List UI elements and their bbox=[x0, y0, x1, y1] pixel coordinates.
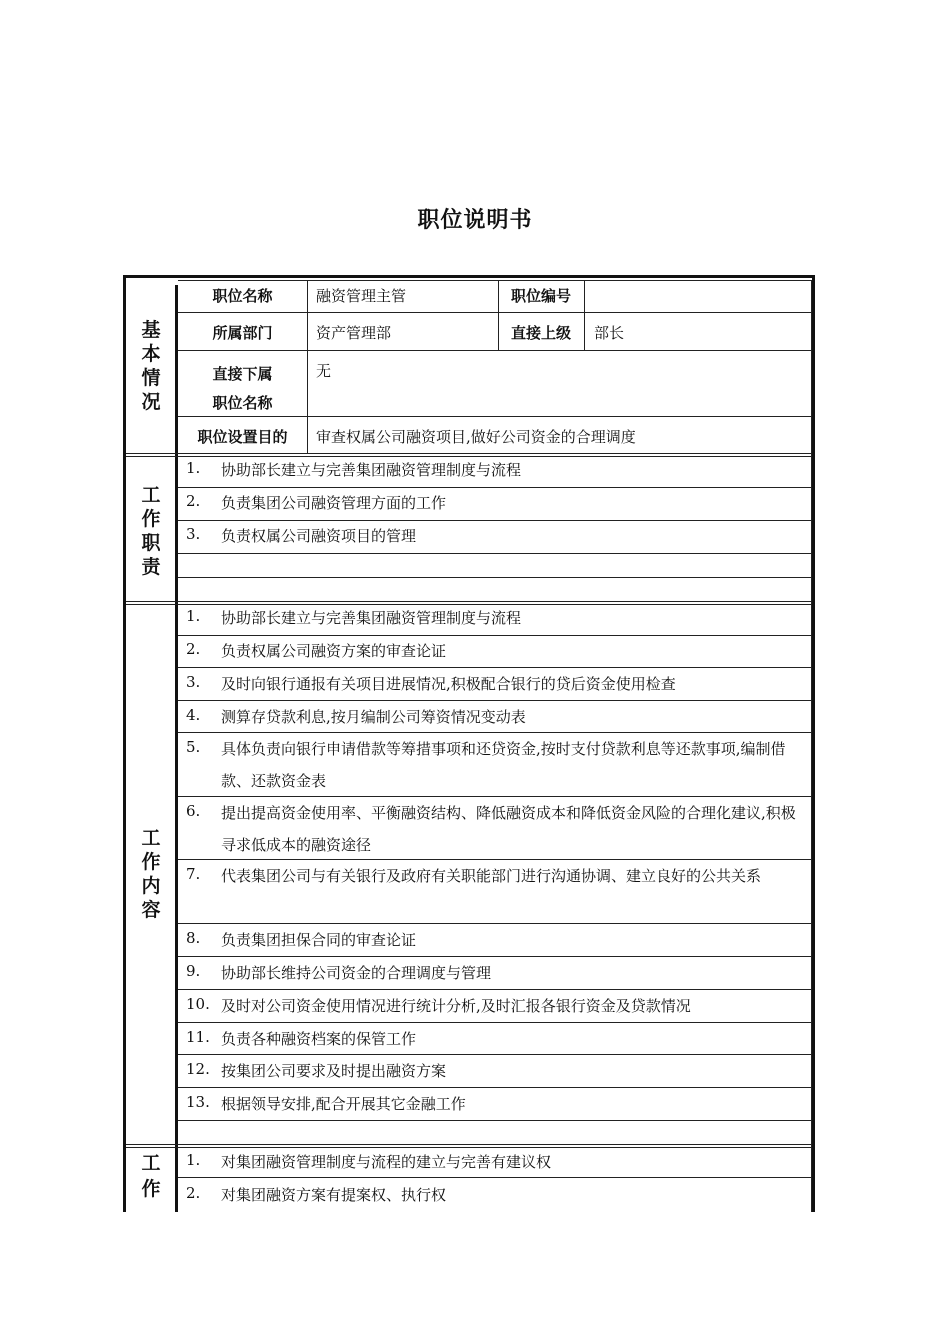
position-code-label: 职位编号 bbox=[510, 287, 571, 305]
department-label: 所属部门 bbox=[212, 324, 273, 342]
section-label-duties: 工 作 职 责 bbox=[141, 484, 161, 578]
duty-item: 协助部长建立与完善集团融资管理制度与流程 bbox=[221, 461, 522, 479]
subordinate-value: 无 bbox=[316, 362, 332, 380]
subordinate-label: 直接下属 职位名称 bbox=[212, 365, 273, 412]
content-item: 根据领导安排,配合开展其它金融工作 bbox=[221, 1095, 466, 1113]
content-item: 协助部长维持公司资金的合理调度与管理 bbox=[221, 964, 492, 982]
page-title: 职位说明书 bbox=[417, 208, 533, 233]
department-value: 资产管理部 bbox=[316, 324, 392, 342]
content-item: 按集团公司要求及时提出融资方案 bbox=[221, 1062, 447, 1080]
superior-label: 直接上级 bbox=[510, 324, 571, 342]
position-name-value: 融资管理主管 bbox=[316, 287, 407, 305]
content-item: 协助部长建立与完善集团融资管理制度与流程 bbox=[221, 609, 522, 627]
content-item: 负责集团担保合同的审查论证 bbox=[221, 931, 417, 949]
duty-item: 负责权属公司融资项目的管理 bbox=[221, 527, 417, 545]
section-label-basic: 基 本 情 况 bbox=[141, 319, 161, 413]
content-item: 负责权属公司融资方案的审查论证 bbox=[221, 642, 447, 660]
content-item: 及时向银行通报有关项目进展情况,积极配合银行的贷后资金使用检查 bbox=[221, 675, 676, 693]
purpose-label: 职位设置目的 bbox=[197, 428, 288, 446]
authority-item: 对集团融资方案有提案权、执行权 bbox=[221, 1186, 447, 1204]
content-item: 提出提高资金使用率、平衡融资结构、降低融资成本和降低资金风险的合理化建议,积极寻求低成本的融资途径 bbox=[221, 804, 796, 854]
content-item: 代表集团公司与有关银行及政府有关职能部门进行沟通协调、建立良好的公共关系 bbox=[221, 867, 762, 885]
section-divider bbox=[175, 285, 178, 1212]
content-item: 及时对公司资金使用情况进行统计分析,及时汇报各银行资金及贷款情况 bbox=[221, 997, 691, 1015]
content-item: 具体负责向银行申请借款等筹措事项和还贷资金,按时支付贷款利息等还款事项,编制借款、还款资金表 bbox=[221, 740, 786, 790]
section-label-content: 工 作 内 容 bbox=[141, 827, 161, 921]
duty-item: 负责集团公司融资管理方面的工作 bbox=[221, 494, 447, 512]
content-item: 负责各种融资档案的保管工作 bbox=[221, 1030, 417, 1048]
position-name-label: 职位名称 bbox=[212, 287, 273, 305]
authority-item: 对集团融资管理制度与流程的建立与完善有建议权 bbox=[221, 1153, 552, 1171]
content-item: 测算存贷款利息,按月编制公司筹资情况变动表 bbox=[221, 708, 526, 726]
purpose-value: 审查权属公司融资项目,做好公司资金的合理调度 bbox=[316, 428, 636, 446]
section-label-authority: 工 作 bbox=[141, 1152, 161, 1200]
superior-value: 部长 bbox=[594, 324, 625, 342]
